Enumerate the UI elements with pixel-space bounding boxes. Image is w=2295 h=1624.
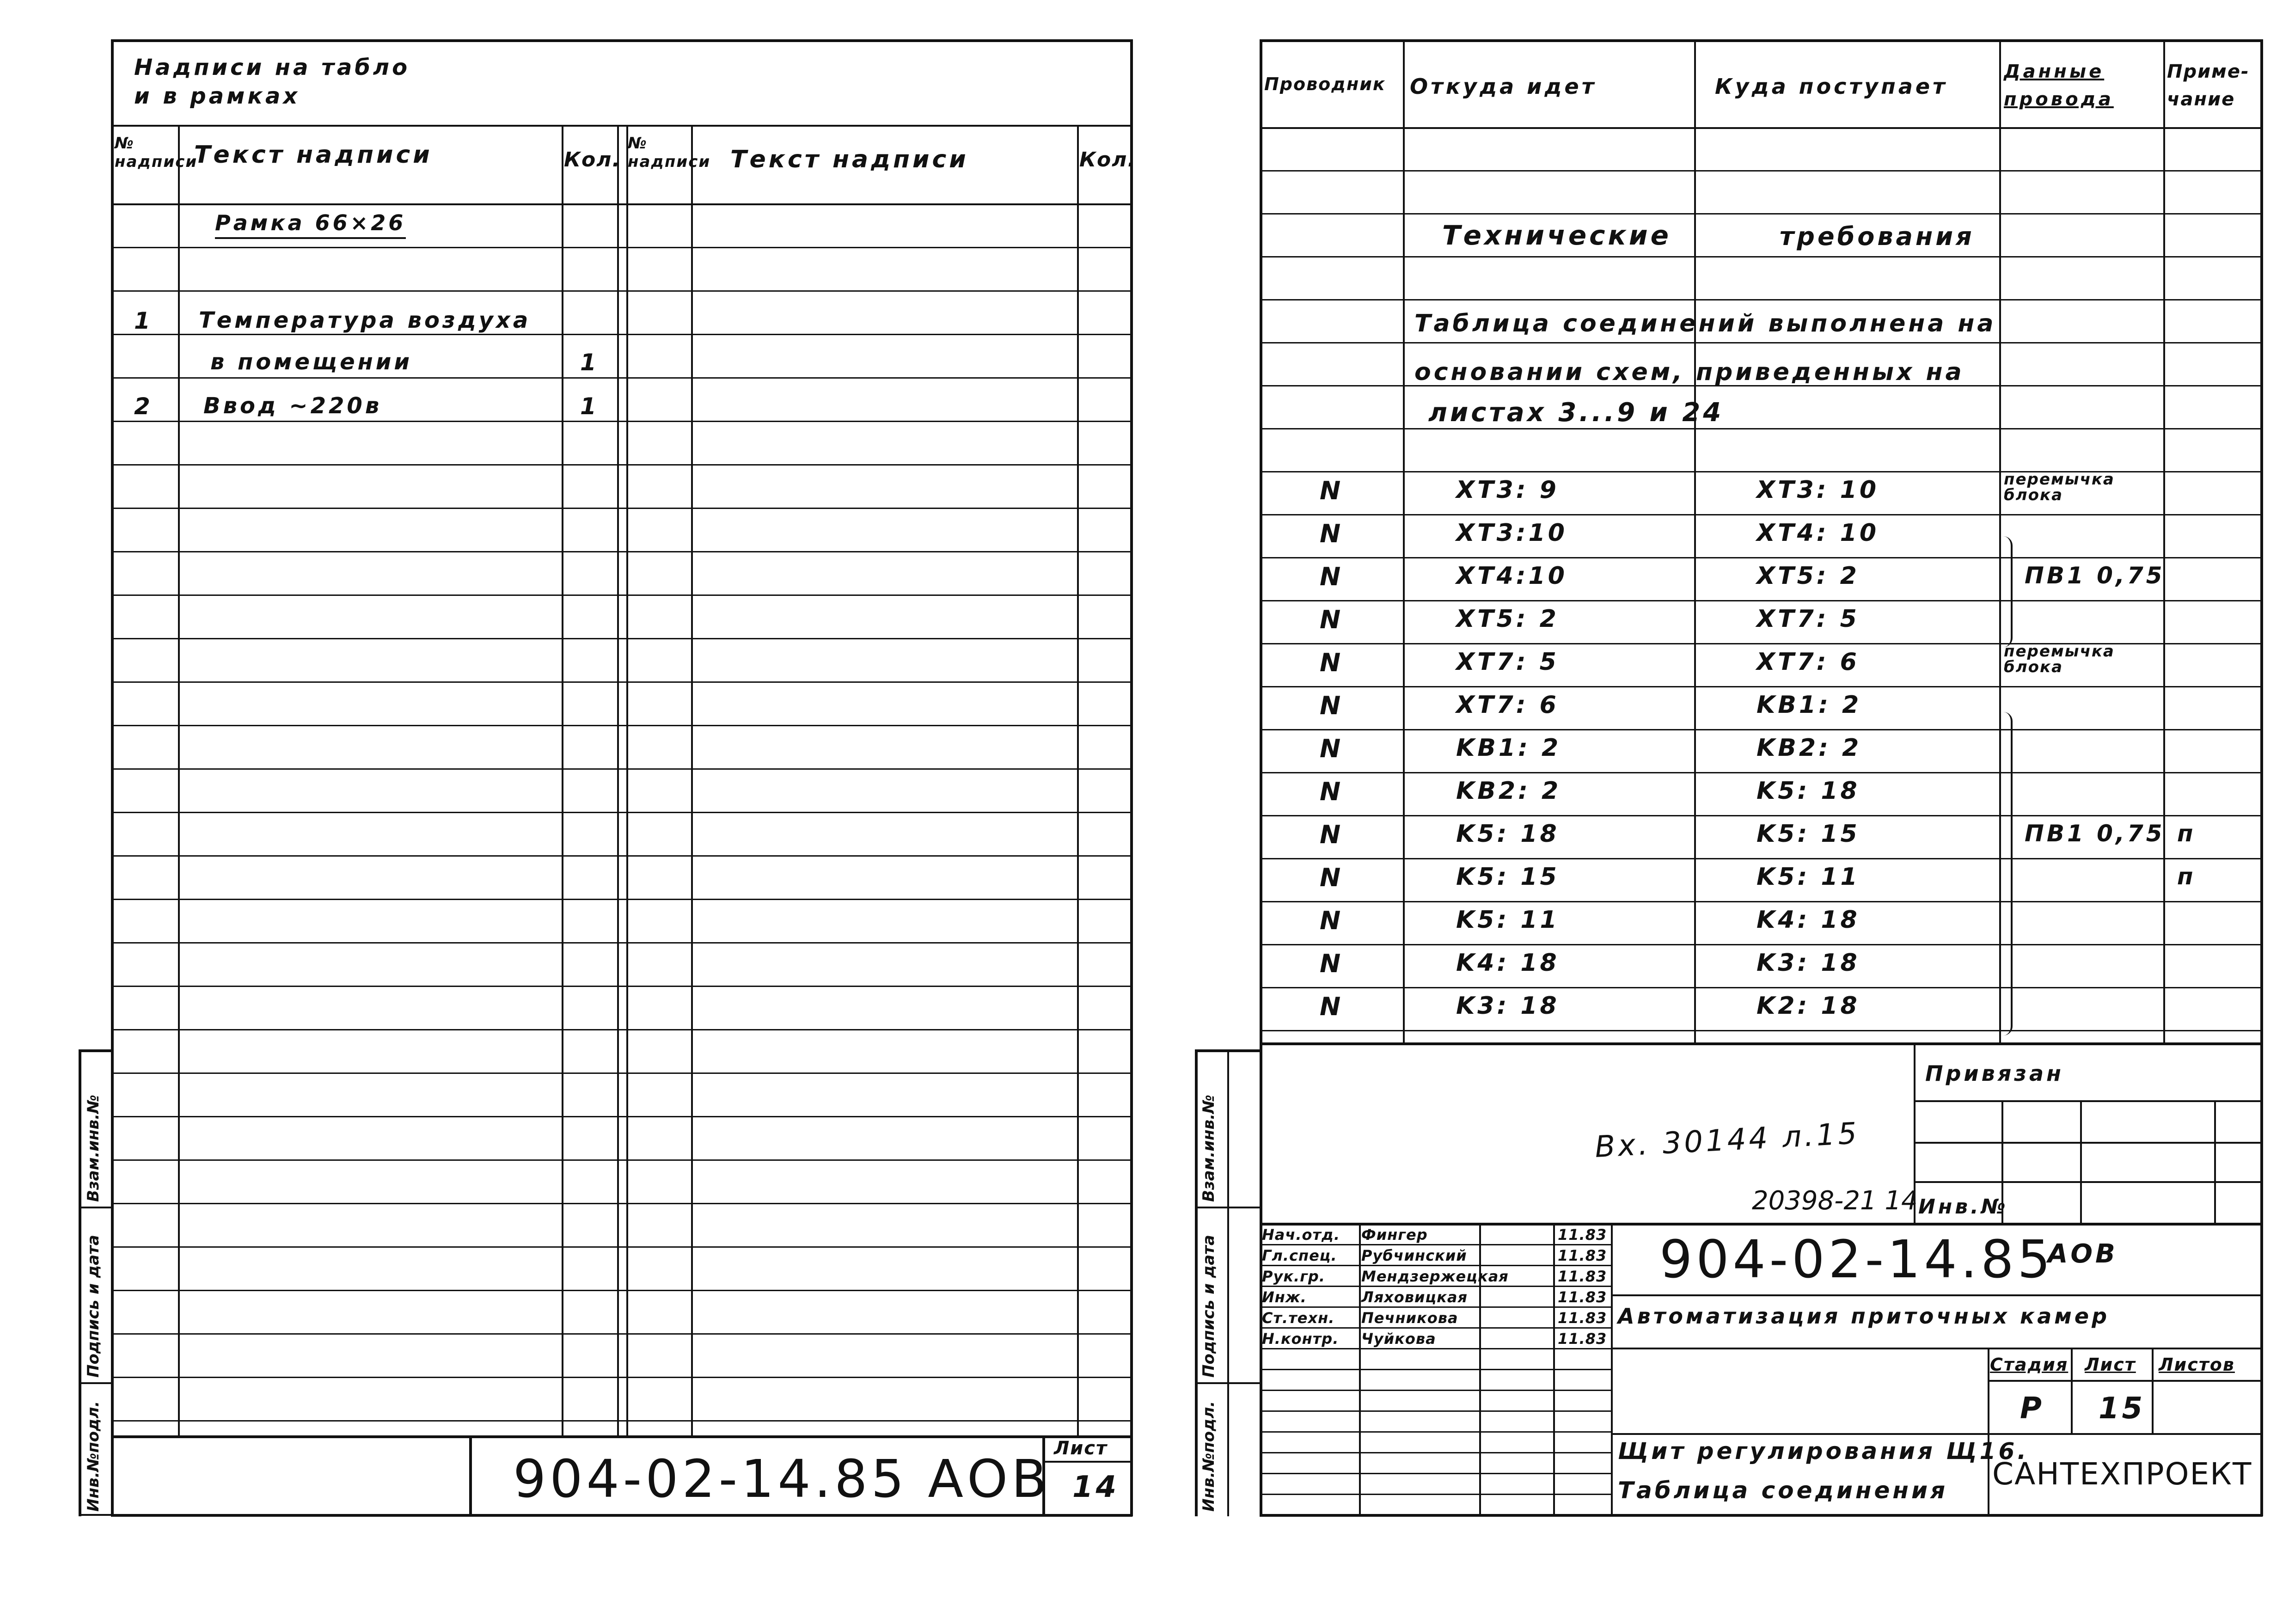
right-doc-code: 904-02-14.85: [1659, 1230, 2054, 1290]
signature-role: Инж.: [1262, 1288, 1307, 1306]
signature-row-line: [1260, 1494, 1611, 1495]
to-cell: K5: 15: [1756, 820, 1860, 848]
table-row-line: [1260, 342, 2263, 343]
signature-name: Мендзержецкая: [1361, 1268, 1509, 1285]
table-row-line: [1260, 600, 2263, 601]
table-row-line: [111, 1029, 1132, 1030]
signature-name: Печникова: [1361, 1309, 1458, 1327]
stage-value: Р: [2020, 1391, 2044, 1426]
left-col-text2: Текст надписи: [730, 146, 969, 173]
wire-cell: N: [1320, 691, 1344, 720]
table-row-line: [111, 1159, 1132, 1161]
signature-role: Рук.гр.: [1262, 1268, 1325, 1285]
bound-label: Привязан: [1925, 1061, 2064, 1086]
table-row-line: [111, 638, 1132, 639]
table-row-line: [111, 377, 1132, 379]
right-col-wire: Проводник: [1264, 74, 1386, 94]
table-row-line: [1260, 815, 2263, 816]
signature-role: Нач.отд.: [1262, 1226, 1340, 1244]
table-row-line: [111, 290, 1132, 292]
stage-label: Стадия: [1990, 1354, 2069, 1375]
side-label-original-inv: Инв.№подл.: [1200, 1401, 1218, 1512]
wire-data-cell: ПВ1 0,75: [2025, 820, 2165, 847]
table-row-line: [1260, 686, 2263, 687]
table-row-line: [111, 1116, 1132, 1117]
signature-name: Фингер: [1361, 1226, 1428, 1244]
signature-date: 11.83: [1558, 1330, 1607, 1348]
left-row-qty: 1: [580, 349, 599, 376]
wire-cell: N: [1320, 992, 1344, 1021]
signature-date: 11.83: [1558, 1247, 1607, 1264]
signature-row-line: [1260, 1286, 1611, 1287]
signature-row-line: [1260, 1265, 1611, 1266]
wire-cell: N: [1320, 820, 1344, 849]
table-row-line: [1260, 987, 2263, 988]
side-label-original-inv: Инв.№подл.: [84, 1401, 103, 1512]
signature-date: 11.83: [1558, 1288, 1607, 1306]
wire-data-cell: ПВ1 0,75: [2025, 562, 2165, 589]
from-cell: KB2: 2: [1456, 777, 1561, 805]
table-row-line: [111, 594, 1132, 596]
tech-title-2: требования: [1780, 222, 1975, 251]
from-cell: XT3:10: [1456, 519, 1567, 547]
table-row-line: [1260, 428, 2263, 429]
left-col-qty2: Кол.: [1079, 148, 1137, 172]
table-row-line: [111, 464, 1132, 466]
left-col-no2: № надписи: [628, 134, 711, 171]
left-row-text: Рамка 66×26: [215, 210, 406, 239]
left-sheet-label: Лист: [1054, 1438, 1108, 1459]
inventory-label: Инв.№: [1918, 1195, 2008, 1219]
wire-cell: N: [1320, 777, 1344, 806]
brace-group-1: [2001, 536, 2013, 647]
tech-title-1: Технические: [1442, 220, 1671, 251]
project-subtitle: Автоматизация приточных камер: [1618, 1304, 2110, 1329]
table-row-line: [111, 986, 1132, 987]
wire-cell: N: [1320, 605, 1344, 634]
table-row-line: [111, 1377, 1132, 1378]
to-cell: K5: 18: [1756, 777, 1860, 805]
signature-name: Ляховицкая: [1361, 1288, 1468, 1306]
left-col-qty: Кол.: [564, 148, 621, 172]
wire-cell: N: [1320, 476, 1344, 505]
signature-role: Гл.спец.: [1262, 1247, 1337, 1264]
from-cell: XT3: 9: [1456, 476, 1559, 504]
table-row-line: [1260, 729, 2263, 730]
table-row-line: [111, 1072, 1132, 1074]
right-col-data: [2004, 58, 2156, 113]
table-row-line: [111, 725, 1132, 726]
from-cell: XT7: 5: [1456, 648, 1559, 676]
sheets-label: Листов: [2159, 1354, 2235, 1375]
signature-date: 11.83: [1558, 1309, 1607, 1327]
table-row-line: [1260, 772, 2263, 773]
from-cell: K5: 11: [1456, 906, 1560, 934]
from-cell: XT5: 2: [1456, 605, 1559, 633]
to-cell: XT5: 2: [1756, 562, 1860, 590]
table-row-line: [111, 1203, 1132, 1204]
right-col-note: Приме- чание: [2167, 61, 2250, 110]
signature-row-line: [1260, 1369, 1611, 1370]
table-row-line: [111, 681, 1132, 683]
to-cell: XT7: 6: [1756, 648, 1860, 676]
table-row-line: [1260, 858, 2263, 859]
organization-name: САНТЕХПРОЕКТ: [1992, 1456, 2252, 1492]
left-header: Надписи на табло и в рамках: [134, 55, 410, 109]
signature-row-line: [1260, 1244, 1611, 1245]
table-row-line: [111, 1246, 1132, 1248]
signature-date: 11.83: [1558, 1268, 1607, 1285]
table-row-line: [111, 1420, 1132, 1422]
left-row-qty: 1: [580, 393, 599, 420]
wire-cell: N: [1320, 906, 1344, 935]
wire-data-cell: перемычка блока: [2004, 642, 2115, 676]
left-col-text: Текст надписи: [194, 141, 433, 169]
right-col-from: Откуда идет: [1410, 74, 1597, 99]
wire-cell: N: [1320, 734, 1344, 763]
note-cell: п: [2177, 863, 2196, 890]
signature-row-line: [1260, 1348, 1611, 1349]
wire-cell: N: [1320, 519, 1344, 548]
side-label-signature-date: Подпись и дата: [1200, 1235, 1218, 1378]
signature-row-line: [1260, 1306, 1611, 1308]
right-doc-suffix: АОВ: [2048, 1239, 2118, 1269]
signature-row-line: [1260, 1327, 1611, 1329]
item-line-2: Таблица соединения: [1618, 1477, 1948, 1504]
sheet-value: 15: [2099, 1391, 2146, 1426]
to-cell: KB2: 2: [1756, 734, 1862, 762]
to-cell: XT7: 5: [1756, 605, 1860, 633]
wire-cell: N: [1320, 562, 1344, 591]
left-doc-code: 904-02-14.85 АОВ: [513, 1449, 1051, 1509]
to-cell: K3: 18: [1756, 949, 1860, 977]
from-cell: XT7: 6: [1456, 691, 1559, 719]
from-cell: K4: 18: [1456, 949, 1560, 977]
signature-row-line: [1260, 1473, 1611, 1474]
tech-line-2: основании схем, приведенных на: [1414, 358, 1965, 386]
side-label-signature-date: Подпись и дата: [84, 1235, 103, 1378]
item-line-1: Щит регулирования Щ16.: [1618, 1438, 2029, 1465]
from-cell: XT4:10: [1456, 562, 1567, 590]
wire-cell: N: [1320, 648, 1344, 677]
left-row-no: 2: [134, 393, 153, 420]
right-col-to: Куда поступает: [1715, 74, 1948, 99]
left-sheet-number: 14: [1072, 1470, 1120, 1504]
brace-group-2: [2001, 712, 2013, 1036]
table-row-line: [111, 551, 1132, 552]
right-col-data-text: Данные провода: [2004, 61, 2114, 110]
table-row-line: [111, 942, 1132, 944]
signature-row-line: [1260, 1410, 1611, 1412]
table-row-line: [111, 855, 1132, 857]
to-cell: K4: 18: [1756, 906, 1860, 934]
table-row-line: [1260, 170, 2263, 172]
table-row-line: [111, 1333, 1132, 1335]
note-cell: п: [2177, 820, 2196, 847]
table-row-line: [111, 768, 1132, 770]
table-row-line: [111, 421, 1132, 422]
tech-line-1: Таблица соединений выполнена на: [1414, 310, 1996, 337]
signature-role: Ст.техн.: [1262, 1309, 1335, 1327]
from-cell: K5: 18: [1456, 820, 1560, 848]
signature-name: Рубчинский: [1361, 1247, 1467, 1264]
side-label-replace-inv: Взам.инв.№: [1200, 1095, 1218, 1202]
from-cell: K3: 18: [1456, 992, 1560, 1020]
to-cell: XT4: 10: [1756, 519, 1879, 547]
left-col-no: № надписи: [115, 134, 198, 171]
table-row-line: [111, 508, 1132, 509]
left-row-text: Температура воздуха: [199, 307, 531, 333]
to-cell: K2: 18: [1756, 992, 1860, 1020]
table-row-line: [1260, 1030, 2263, 1031]
sheet-label: Лист: [2085, 1354, 2136, 1375]
table-row-line: [111, 334, 1132, 335]
table-row-line: [1260, 256, 2263, 257]
to-cell: KB1: 2: [1756, 691, 1862, 719]
side-label-replace-inv: Взам.инв.№: [84, 1095, 103, 1202]
from-cell: KB1: 2: [1456, 734, 1561, 762]
signature-row-line: [1260, 1390, 1611, 1391]
from-cell: K5: 15: [1456, 863, 1560, 891]
wire-cell: N: [1320, 949, 1344, 978]
table-row-line: [111, 247, 1132, 248]
wire-cell: N: [1320, 863, 1344, 892]
to-cell: K5: 11: [1756, 863, 1860, 891]
wire-data-cell: перемычка блока: [2004, 470, 2115, 504]
table-row-line: [1260, 901, 2263, 902]
tech-line-3: листах 3...9 и 24: [1428, 398, 1724, 428]
signature-row-line: [1260, 1431, 1611, 1433]
inventory-number: 20398-21 14: [1752, 1186, 1918, 1216]
signature-row-line: [1260, 1452, 1611, 1453]
left-row-no: 1: [134, 307, 153, 334]
table-row-line: [1260, 557, 2263, 558]
signature-date: 11.83: [1558, 1226, 1607, 1244]
signature-role: Н.контр.: [1262, 1330, 1339, 1348]
left-row-text: Ввод ~220в: [203, 393, 382, 419]
table-row-line: [111, 899, 1132, 900]
table-row-line: [111, 1290, 1132, 1291]
table-row-line: [1260, 514, 2263, 515]
handwritten-incoming-note: Вх. 30144 л.15: [1594, 1116, 1860, 1164]
left-row-text: в помещении: [210, 349, 413, 375]
table-row-line: [1260, 299, 2263, 300]
table-row-line: [1260, 944, 2263, 945]
table-row-line: [111, 812, 1132, 813]
table-row-line: [1260, 213, 2263, 214]
signature-name: Чуйкова: [1361, 1330, 1436, 1348]
to-cell: XT3: 10: [1756, 476, 1879, 504]
